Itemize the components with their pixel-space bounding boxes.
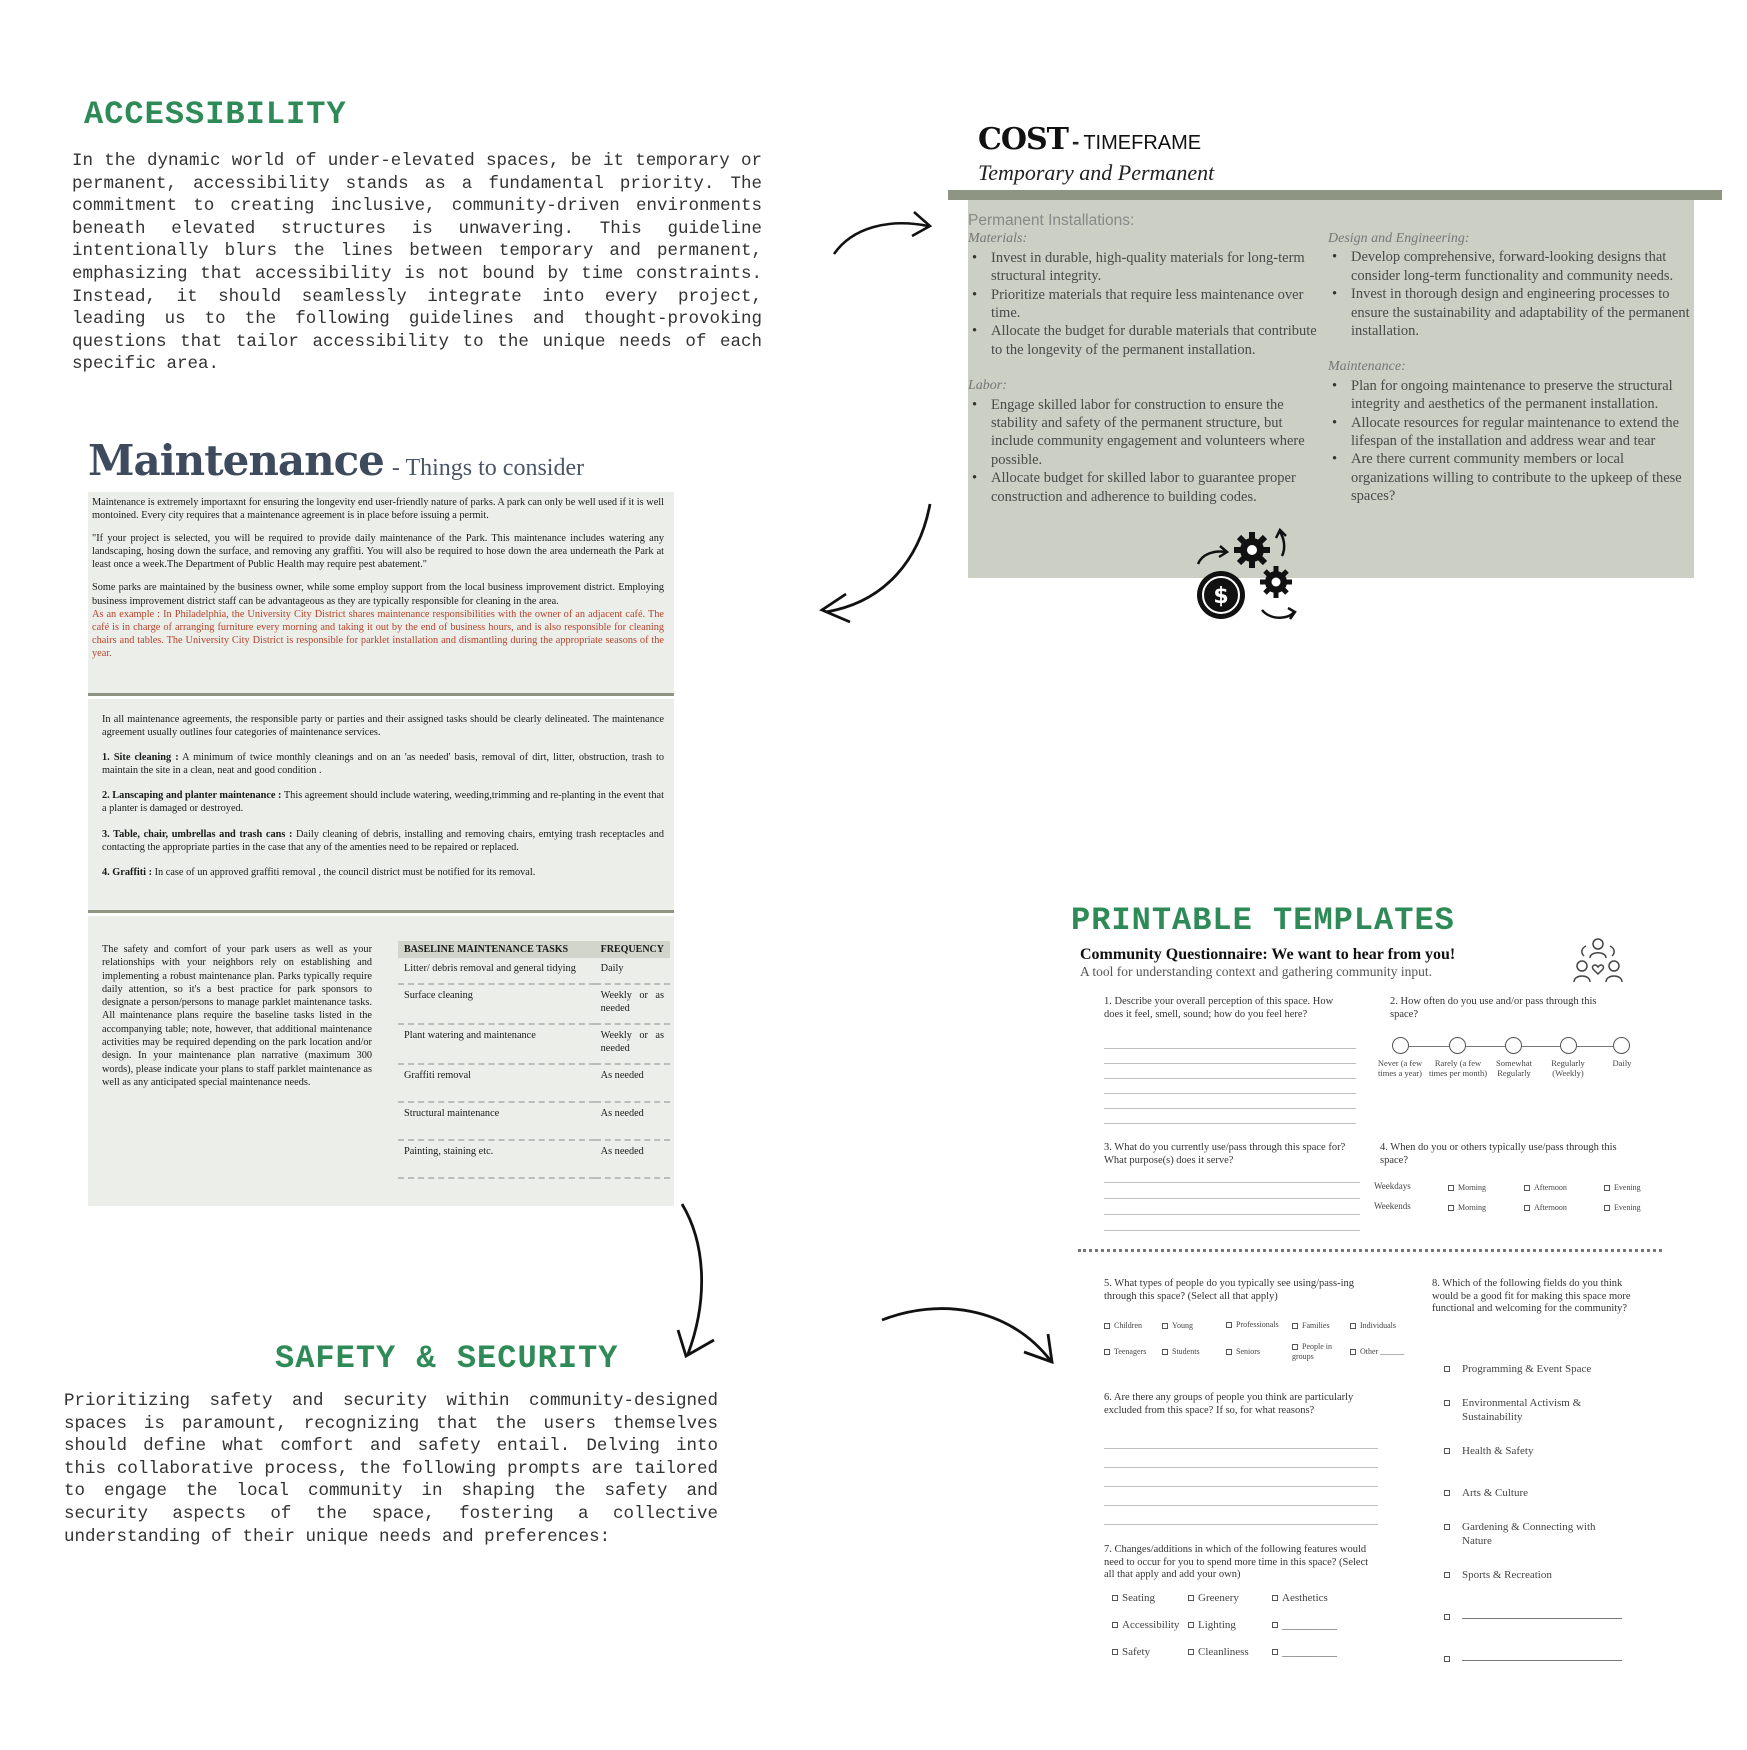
- category-text: This agreement should include watering, weeding,trimming and re-planting in the event that a planter is damaged or destroyed.: [102, 790, 664, 815]
- list-item: • Develop comprehensive, forward-looking designs that consider long-term functionality and community needs.: [1328, 248, 1690, 285]
- q4-option[interactable]: [1448, 1203, 1486, 1213]
- category-text: A minimum of twice monthly cleanings and on an 'as needed' basis, removal of dirt, litter, obstruction, trash to maintain the site in a clean, neat and good condition .: [102, 752, 664, 777]
- q8-option-label: Sports & Recreation: [1462, 1569, 1552, 1581]
- q7-option-label: __________: [1282, 1646, 1337, 1658]
- question-5: 5. What types of people do you typically see using/pass-ing through this space? (Select all that apply): [1104, 1278, 1355, 1302]
- maintenance-paragraph: Some parks are maintained by the business owner, while some employ support from the local business improvement district. Employing business improvement district staff can be advantageous as they are typically responsible for cleaning in the area.: [92, 582, 664, 607]
- frequency-option-label: Somewhat Regularly: [1496, 1058, 1532, 1078]
- q4-option[interactable]: [1524, 1183, 1567, 1193]
- q7-option-label: Aesthetics: [1282, 1592, 1328, 1604]
- frequency-cell: Weekly or as needed: [595, 984, 670, 1024]
- materials-heading: Materials:: [968, 231, 1028, 247]
- maintenance-categories-intro: In all maintenance agreements, the responsible party or parties and their assigned tasks should be clearly delineated. The maintenance agreement usually outlines four categories of maintenance services.: [102, 714, 664, 739]
- frequency-option-label: Daily: [1612, 1058, 1632, 1068]
- question-6: 6. Are there any groups of people you think are particularly excluded from this space? If so, for what reasons?: [1104, 1392, 1354, 1416]
- maintenance-cost-heading: Maintenance:: [1328, 359, 1406, 375]
- checkbox[interactable]: [1444, 1448, 1450, 1454]
- cost-divider-bar: [948, 190, 1722, 200]
- frequency-cell: As needed: [595, 1064, 670, 1102]
- design-list: [1328, 248, 1690, 340]
- table-row: [398, 1024, 670, 1064]
- maintenance-paragraph: Maintenance is extremely importaxnt for ensuring the longevity end user-friendly nature of parks. A park can only be well used if it is well montoined. Every city requires that a maintenance agreement is in place before issuing a permit.: [92, 497, 664, 522]
- table-header-row: [398, 941, 670, 958]
- q5-option-label: Other ______: [1360, 1347, 1405, 1356]
- list-item: • Invest in thorough design and engineering processes to ensure the sustainability and adaptability of the permanent installation.: [1328, 285, 1690, 340]
- templates-heading: PRINTABLE TEMPLATES: [1071, 902, 1455, 939]
- cost-right-column: [1328, 230, 1690, 506]
- category-text: Daily cleaning of debris, installing and removing chairs, emtying trash receptacles and contacting the appropriate parties in the case that any of the amenties need to be repaired or replaced.: [102, 828, 664, 853]
- maintenance-paragraph: "If your project is selected, you will be required to provide daily maintenance of the Park. This maintenance includes watering any landscaping, hosing down the surface, and removing any graffiti. You will also be required to hose down the area underneath the Park at least once a week.The Department of Public Health may require pest abatement.": [92, 533, 664, 571]
- answer-line[interactable]: [1104, 1048, 1356, 1049]
- table-header: FREQUENCY: [595, 941, 670, 958]
- q4-option[interactable]: [1604, 1203, 1641, 1213]
- checkbox[interactable]: [1444, 1366, 1450, 1372]
- checkbox[interactable]: [1448, 1205, 1454, 1211]
- dotted-divider: [1078, 1249, 1662, 1252]
- q5-option[interactable]: [1104, 1347, 1146, 1357]
- question-1: 1. Describe your overall perception of this space. How does it feel, smell, sound; how do you feel here?: [1104, 996, 1334, 1020]
- checkbox[interactable]: [1444, 1656, 1450, 1662]
- checkbox[interactable]: [1604, 1185, 1610, 1191]
- question-2: 2. How often do you use and/or pass through this space?: [1390, 996, 1597, 1020]
- list-item: • Allocate the budget for durable materials that contribute to the longevity of the permanent installation.: [968, 322, 1318, 359]
- q7-option-label: __________: [1282, 1619, 1337, 1631]
- q5-option[interactable]: [1292, 1342, 1348, 1362]
- maintenance-plan-text: The safety and comfort of your park users as well as your relationships with your neighbors rely on establishing and implementing a robust maintenance plan. Parks typically require daily attention, so it's a best practice for park sponsors to designate a person/persons to manage parklet maintenance tasks. All maintenance plans require the baseline tasks listed in the accompanying table; note, however, that additional maintenance activities may be required depending on the park location and/or design. In your maintenance plan narrative (maximum 300 words), please indicate your plans to staff parklet maintenance as well as any anticipated special maintenance needs.: [102, 944, 372, 1088]
- question-4: 4. When do you or others typically use/pass through this space?: [1380, 1142, 1617, 1166]
- table-row: [398, 1140, 670, 1178]
- checkbox[interactable]: [1188, 1622, 1194, 1628]
- maintenance-categories-box: [88, 699, 674, 913]
- q5-option[interactable]: [1104, 1321, 1142, 1331]
- q4-option[interactable]: [1448, 1183, 1486, 1193]
- accessibility-heading: ACCESSIBILITY: [84, 96, 347, 133]
- checkbox[interactable]: [1524, 1185, 1530, 1191]
- category-text: In case of un approved graffiti removal , the council district must be notified for its removal.: [152, 866, 536, 878]
- category-heading: 1. Site cleaning :: [102, 752, 179, 764]
- checkbox[interactable]: [1188, 1649, 1194, 1655]
- list-item: • Engage skilled labor for construction to ensure the stability and safety of the permanent structure, but include community engagement and volunteers where possible.: [968, 396, 1318, 470]
- maintenance-example: As an example : In Philadelphia, the University City District shares maintenance responsibilities with the owner of an adjacent café. The café is in charge of arranging furniture every morning and taking it out by the end of business hours, and is also responsible for cleaning chairs and tables. The University City District is responsible for parklet installation and dismantling during the appropriate seasons of the year.: [92, 608, 664, 659]
- q5-option[interactable]: [1292, 1321, 1330, 1331]
- q5-option[interactable]: [1226, 1347, 1260, 1357]
- q7-option[interactable]: [1112, 1592, 1155, 1604]
- frequency-option-radio[interactable]: [1449, 1037, 1466, 1054]
- answer-line[interactable]: [1104, 1524, 1378, 1525]
- cost-left-column: [968, 212, 1318, 506]
- frequency-option-radio[interactable]: [1560, 1037, 1577, 1054]
- answer-line[interactable]: [1104, 1230, 1360, 1231]
- q5-option[interactable]: [1162, 1321, 1193, 1331]
- cost-panel: [968, 200, 1694, 578]
- answer-line[interactable]: [1104, 1063, 1356, 1064]
- cost-title-separator: -: [1072, 129, 1080, 154]
- list-item: • Allocate resources for regular maintenance to extend the lifespan of the installation and address wear and tear: [1328, 414, 1690, 451]
- dollar-gears-icon: [1192, 524, 1302, 628]
- answer-line[interactable]: [1104, 1078, 1356, 1079]
- checkbox[interactable]: [1272, 1649, 1278, 1655]
- checkbox[interactable]: [1350, 1323, 1356, 1329]
- q4-option-label: Evening: [1614, 1183, 1641, 1192]
- q8-option-label: Gardening & Connecting with Nature: [1462, 1521, 1596, 1547]
- q8-option[interactable]: [1444, 1520, 1624, 1548]
- answer-line[interactable]: [1104, 1182, 1360, 1183]
- q5-option[interactable]: [1162, 1347, 1200, 1357]
- frequency-cell: Weekly or as needed: [595, 1024, 670, 1064]
- q7-option[interactable]: [1188, 1592, 1239, 1604]
- maintenance-category: [102, 751, 664, 777]
- frequency-option-label: Rarely (a few times per month): [1428, 1058, 1488, 1078]
- frequency-cell: Daily: [595, 958, 670, 984]
- q5-option[interactable]: [1350, 1347, 1404, 1357]
- q7-option[interactable]: [1112, 1619, 1179, 1631]
- maintenance-intro-box: [88, 492, 674, 696]
- q5-option-label: Professionals: [1236, 1320, 1279, 1329]
- answer-line[interactable]: [1462, 1618, 1622, 1619]
- q7-option[interactable]: [1272, 1619, 1337, 1631]
- q4-option-label: Morning: [1458, 1183, 1486, 1192]
- answer-line[interactable]: [1104, 1093, 1356, 1094]
- maintenance-cost-list: [1328, 377, 1690, 506]
- q8-option[interactable]: [1444, 1444, 1634, 1458]
- q5-option-label: People in groups: [1292, 1342, 1332, 1361]
- arrow-to-maintenance-icon: [812, 498, 942, 628]
- checkbox[interactable]: [1444, 1524, 1450, 1530]
- checkbox[interactable]: [1292, 1323, 1298, 1329]
- list-item: • Plan for ongoing maintenance to preserve the structural integrity and aesthetics of the permanent installation.: [1328, 377, 1690, 414]
- q5-option[interactable]: [1226, 1320, 1279, 1330]
- q8-option-label: Environmental Activism & Sustainability: [1462, 1397, 1582, 1423]
- q7-option-label: Cleanliness: [1198, 1646, 1249, 1658]
- q8-option[interactable]: [1444, 1486, 1634, 1500]
- maintenance-plan-box: [88, 916, 674, 1206]
- answer-line[interactable]: [1104, 1486, 1378, 1487]
- checkbox[interactable]: [1112, 1649, 1118, 1655]
- answer-line[interactable]: [1104, 1108, 1356, 1109]
- checkbox[interactable]: [1444, 1490, 1450, 1496]
- table-row: [398, 1064, 670, 1102]
- q4-row-label: Weekends: [1374, 1201, 1411, 1211]
- frequency-option-radio[interactable]: [1392, 1037, 1409, 1054]
- community-people-icon: [1572, 936, 1624, 988]
- cost-subtitle: Temporary and Permanent: [978, 160, 1215, 185]
- safety-paragraph: Prioritizing safety and security within community-designed spaces is paramount, recognizing that the users themselves should define what comfort and safety entail. Delving into this collaborative process, the following prompts are tailored to engage the local community in shaping the safety and security aspects of the space, fostering a collective understanding of their unique needs and preferences:: [64, 1391, 718, 1547]
- answer-line[interactable]: [1104, 1198, 1360, 1199]
- checkbox[interactable]: [1448, 1185, 1454, 1191]
- frequency-option-label: Never (a few times a year): [1377, 1058, 1423, 1078]
- task-cell: Graffiti removal: [398, 1064, 595, 1102]
- table-row: [398, 1102, 670, 1140]
- table-header: BASELINE MAINTENANCE TASKS: [398, 941, 595, 958]
- arrow-to-safety-icon: [672, 1200, 722, 1364]
- task-cell: Plant watering and maintenance: [398, 1024, 595, 1064]
- q8-option-label: Arts & Culture: [1462, 1487, 1528, 1499]
- q7-option[interactable]: [1188, 1646, 1249, 1658]
- svg-text:$: $: [1213, 584, 1229, 609]
- checkbox[interactable]: [1272, 1595, 1278, 1601]
- q8-option[interactable]: [1444, 1362, 1634, 1376]
- safety-heading: SAFETY & SECURITY: [275, 1340, 619, 1377]
- checkbox[interactable]: [1604, 1205, 1610, 1211]
- checkbox[interactable]: [1104, 1349, 1110, 1355]
- checkbox[interactable]: [1350, 1349, 1356, 1355]
- checkbox[interactable]: [1112, 1595, 1118, 1601]
- checkbox[interactable]: [1444, 1572, 1450, 1578]
- labor-heading: Labor:: [968, 378, 1007, 394]
- questionnaire-title: Community Questionnaire: We want to hear from you!: [1080, 946, 1456, 963]
- frequency-cell: As needed: [595, 1140, 670, 1178]
- cost-title-secondary: TIMEFRAME: [1083, 132, 1202, 154]
- q7-option[interactable]: [1272, 1646, 1337, 1658]
- checkbox[interactable]: [1188, 1595, 1194, 1601]
- questionnaire-subtitle: A tool for understanding context and gathering community input.: [1080, 964, 1433, 979]
- q7-option[interactable]: [1112, 1646, 1150, 1658]
- q4-option-label: Morning: [1458, 1203, 1486, 1212]
- maintenance-tasks-table: [398, 941, 670, 1179]
- q5-option-label: Students: [1172, 1347, 1200, 1356]
- maintenance-title-secondary: - Things to consider: [391, 455, 585, 481]
- q7-option-label: Safety: [1122, 1646, 1151, 1658]
- checkbox[interactable]: [1524, 1205, 1530, 1211]
- q4-option-label: Afternoon: [1534, 1203, 1567, 1212]
- frequency-option-radio[interactable]: [1613, 1037, 1630, 1054]
- category-heading: 3. Table, chair, umbrellas and trash cans :: [102, 828, 293, 840]
- list-item: • Invest in durable, high-quality materials for long-term structural integrity.: [968, 249, 1318, 286]
- question-3: 3. What do you currently use/pass through this space for? What purpose(s) does it serve?: [1104, 1142, 1346, 1166]
- q5-option-label: Teenagers: [1114, 1347, 1147, 1356]
- q5-option-label: Seniors: [1236, 1347, 1260, 1356]
- q4-row-label: Weekdays: [1374, 1181, 1411, 1191]
- q8-option-label: Programming & Event Space: [1462, 1363, 1592, 1375]
- checkbox[interactable]: [1112, 1622, 1118, 1628]
- table-row: [398, 958, 670, 984]
- answer-line[interactable]: [1104, 1448, 1378, 1449]
- checkbox[interactable]: [1162, 1323, 1168, 1329]
- q7-option-label: Lighting: [1198, 1619, 1236, 1631]
- task-cell: Litter/ debris removal and general tidying: [398, 958, 595, 984]
- task-cell: Surface cleaning: [398, 984, 595, 1024]
- question-7: 7. Changes/additions in which of the following features would need to occur for you to spend more time in this space? (Select all that apply and add your own): [1104, 1544, 1369, 1581]
- checkbox[interactable]: [1272, 1622, 1278, 1628]
- arrow-to-cost-icon: [828, 200, 938, 260]
- design-heading: Design and Engineering:: [1328, 231, 1470, 246]
- cost-heading: [978, 122, 1201, 157]
- q7-option[interactable]: [1272, 1592, 1328, 1604]
- q8-option[interactable]: [1444, 1568, 1634, 1582]
- q4-option[interactable]: [1604, 1183, 1641, 1193]
- accessibility-paragraph: In the dynamic world of under-elevated spaces, be it temporary or permanent, accessibility stands as a fundamental priority. The commitment to creating inclusive, community-driven environments beneath elevated structures is unwavering. This guideline intentionally blurs the lines between temporary and permanent, emphasizing that accessibility is not bound by time constraints. Instead, it should seamlessly integrate into every project, leading us to the following guidelines and thought-provoking questions that tailor accessibility to the unique needs of each specific area.: [72, 151, 762, 375]
- q7-option-label: Accessibility: [1122, 1619, 1180, 1631]
- q5-option-label: Individuals: [1360, 1321, 1396, 1330]
- q5-option[interactable]: [1350, 1321, 1396, 1331]
- q7-option-label: Seating: [1122, 1592, 1155, 1604]
- table-row: [398, 984, 670, 1024]
- q4-option-label: Evening: [1614, 1203, 1641, 1212]
- arrow-to-templates-icon: [878, 1298, 1058, 1368]
- q8-blank-option[interactable]: [1444, 1652, 1454, 1666]
- list-item: • Are there current community members or local organizations willing to contribute to the upkeep of these spaces?: [1328, 450, 1690, 505]
- checkbox[interactable]: [1444, 1400, 1450, 1406]
- q5-option-label: Families: [1302, 1321, 1330, 1330]
- list-item: • Allocate budget for skilled labor to guarantee proper construction and adherence to building codes.: [968, 469, 1318, 506]
- maintenance-category: [102, 828, 664, 854]
- frequency-option-radio[interactable]: [1505, 1037, 1522, 1054]
- permanent-heading: Permanent Installations:: [968, 212, 1135, 229]
- checkbox[interactable]: [1104, 1323, 1110, 1329]
- materials-list: [968, 249, 1318, 359]
- q4-option[interactable]: [1524, 1203, 1567, 1213]
- q7-option-label: Greenery: [1198, 1592, 1239, 1604]
- question-8: 8. Which of the following fields do you think would be a good fit for making this space more functional and welcoming for the community?: [1432, 1278, 1631, 1315]
- answer-line[interactable]: [1104, 1214, 1360, 1215]
- q5-option-label: Children: [1114, 1321, 1142, 1330]
- q8-blank-option[interactable]: [1444, 1610, 1454, 1624]
- category-heading: 4. Graffiti :: [102, 866, 153, 878]
- labor-list: [968, 396, 1318, 506]
- maintenance-heading: [88, 436, 584, 485]
- checkbox[interactable]: [1292, 1344, 1298, 1350]
- q8-option-label: Health & Safety: [1462, 1445, 1534, 1457]
- q5-option-label: Young: [1172, 1321, 1193, 1330]
- answer-line[interactable]: [1104, 1467, 1378, 1468]
- checkbox[interactable]: [1162, 1349, 1168, 1355]
- task-cell: Painting, staining etc.: [398, 1140, 595, 1178]
- checkbox[interactable]: [1444, 1614, 1450, 1620]
- q8-option[interactable]: [1444, 1396, 1624, 1424]
- q7-option[interactable]: [1188, 1619, 1236, 1631]
- checkbox[interactable]: [1226, 1349, 1232, 1355]
- maintenance-category: [102, 789, 664, 815]
- frequency-option-label: Regularly (Weekly): [1551, 1058, 1585, 1078]
- list-item: • Prioritize materials that require less maintenance over time.: [968, 286, 1318, 323]
- frequency-cell: As needed: [595, 1102, 670, 1140]
- checkbox[interactable]: [1226, 1322, 1232, 1328]
- maintenance-title-main: Maintenance: [88, 436, 384, 485]
- answer-line[interactable]: [1104, 1505, 1378, 1506]
- answer-line[interactable]: [1462, 1660, 1622, 1661]
- category-heading: 2. Lanscaping and planter maintenance :: [102, 790, 282, 802]
- task-cell: Structural maintenance: [398, 1102, 595, 1140]
- q4-option-label: Afternoon: [1534, 1183, 1567, 1192]
- maintenance-category: [102, 866, 664, 879]
- answer-line[interactable]: [1104, 1123, 1356, 1124]
- cost-title-main: COST: [978, 122, 1068, 157]
